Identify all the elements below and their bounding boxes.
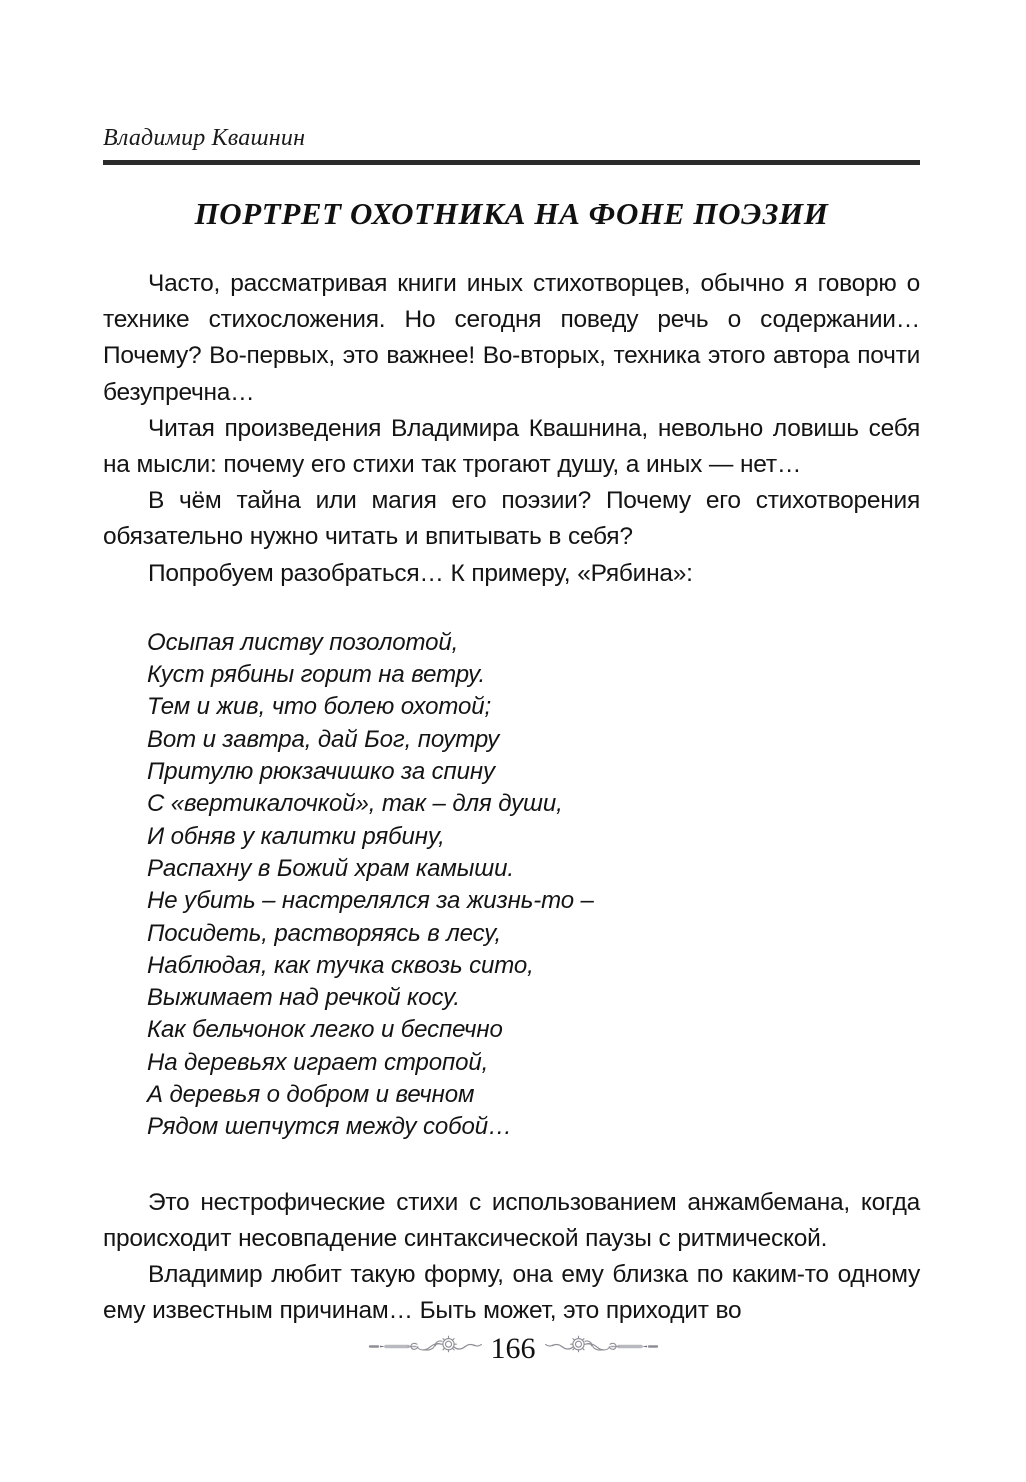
poem-line: И обняв у калитки рябину, (147, 822, 445, 850)
paragraph: В чём тайна или магия его поэзии? Почему его стихотворения обязательно нужно читать и впитывать в себя? (103, 487, 920, 551)
article-title: ПОРТРЕТ ОХОТНИКА НА ФОНЕ ПОЭЗИИ (194, 196, 829, 231)
page-number: 166 (490, 1332, 536, 1365)
poem-line: Не убить – настрелялся за жизнь-то – (147, 887, 594, 915)
header-rule (103, 160, 920, 165)
poem-line: С «вертикалочкой», так – для души, (147, 790, 563, 818)
paragraph: Читая произведения Владимира Квашнина, невольно ловишь себя на мысли: почему его стихи так трогают душу, а иных — нет… (103, 414, 920, 479)
paragraphs-before-poem (103, 266, 920, 592)
poem-line: Осыпая листву позолотой, (147, 628, 459, 656)
poem-line: Посидеть, растворяясь в лесу, (147, 919, 502, 947)
paragraph: Попробуем разобраться… К примеру, «Рябина»: (148, 559, 693, 587)
poem-line: Наблюдая, как тучка сквозь сито, (147, 951, 534, 979)
poem-line: Притулю рюкзачишко за спину (147, 758, 495, 786)
poem-line: Как бельчонок легко и беспечно (147, 1016, 503, 1044)
page-content (103, 182, 920, 1329)
paragraph: Часто, рассматривая книги иных стихотворцев, обычно я говорю о технике стихосложения. Но сегодня поведу речь о содержании… Почему? Во-первых, это важнее! Во-вторых, техника этого автора почти безупречна… (103, 270, 920, 406)
poem-line: Выжимает над речкой косу. (147, 984, 460, 1012)
filigree-flourish-ornament-icon (368, 1331, 490, 1366)
filigree-flourish-ornament-icon (537, 1331, 659, 1366)
paragraphs-after-poem (103, 1185, 920, 1330)
poem-line: Вот и завтра, дай Бог, поутру (147, 725, 500, 753)
poem-block (103, 627, 920, 1144)
poem-line: Куст рябины горит на ветру. (147, 661, 486, 689)
poem-line: Рядом шепчутся между собой… (147, 1113, 512, 1141)
poem-line: Распахну в Божий храм камыши. (147, 854, 514, 882)
poem-line: Тем и жив, что болею охотой; (147, 693, 492, 721)
running-head-author: Владимир Квашнин (103, 125, 306, 151)
paragraph: Владимир любит такую форму, она ему близка по каким-то одному ему известным причинам… Быть может, это приходит во (103, 1260, 920, 1325)
page-footer (0, 1326, 1026, 1370)
poem-line: На деревьях играет стропой, (147, 1048, 489, 1076)
poem-line: А деревья о добром и вечном (147, 1080, 475, 1108)
paragraph: Это нестрофические стихи с использованием анжамбемана, когда происходит несовпадение синтаксической паузы с ритмической. (103, 1188, 920, 1252)
